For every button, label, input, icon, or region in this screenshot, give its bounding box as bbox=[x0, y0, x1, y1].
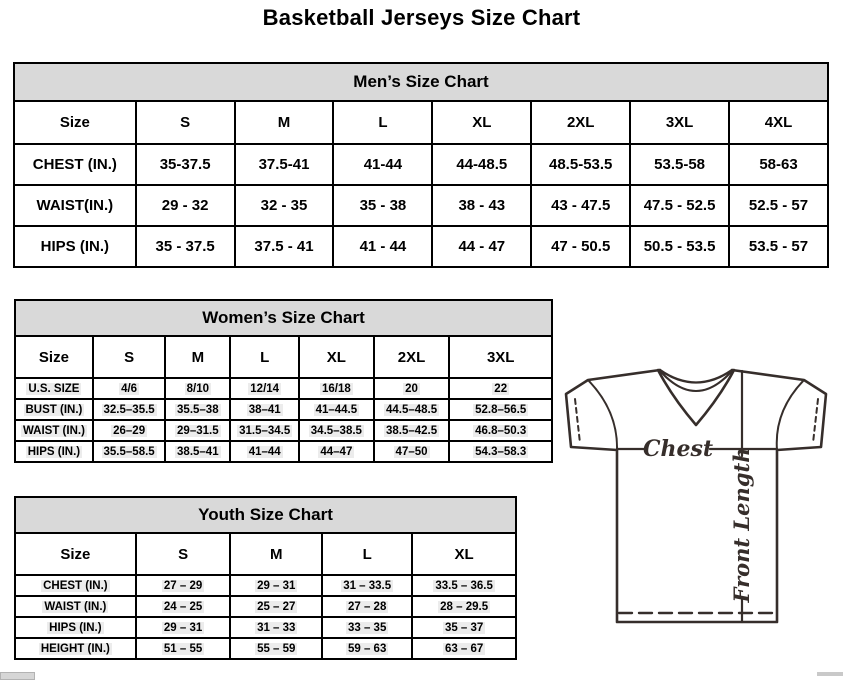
youth-value-cell-text: 25 – 27 bbox=[257, 600, 296, 613]
womens-value-cell-text: 22 bbox=[494, 382, 508, 395]
youth-row-label-text: HIPS (IN.) bbox=[49, 621, 102, 634]
youth-value-cell bbox=[322, 617, 412, 638]
youth-value-cell-text: 63 – 67 bbox=[444, 642, 484, 655]
womens-value-cell-text: 34.5–38.5 bbox=[310, 424, 362, 437]
mens-value-cell: 35 - 37.5 bbox=[136, 226, 235, 267]
mens-row-label: HIPS (IN.) bbox=[14, 226, 136, 267]
womens-column-header-S: S bbox=[93, 336, 165, 378]
womens-row-label-text: HIPS (IN.) bbox=[27, 445, 81, 458]
womens-size-label: Size bbox=[15, 336, 93, 378]
womens-value-cell bbox=[299, 399, 374, 420]
womens-value-cell-text: 35.5–38 bbox=[177, 403, 219, 416]
womens-table-row bbox=[15, 378, 552, 399]
mens-value-cell: 35 - 38 bbox=[333, 185, 432, 226]
womens-value-cell bbox=[449, 378, 552, 399]
womens-value-cell bbox=[299, 378, 374, 399]
youth-table-row bbox=[15, 638, 516, 659]
womens-value-cell bbox=[93, 441, 165, 462]
womens-value-cell bbox=[230, 420, 299, 441]
womens-value-cell bbox=[230, 378, 299, 399]
mens-value-cell: 52.5 - 57 bbox=[729, 185, 828, 226]
mens-value-cell: 53.5-58 bbox=[630, 144, 729, 185]
youth-value-cell-text: 51 – 55 bbox=[163, 642, 203, 655]
mens-value-cell: 47.5 - 52.5 bbox=[630, 185, 729, 226]
youth-row-label bbox=[15, 596, 136, 617]
mens-value-cell: 41-44 bbox=[333, 144, 432, 185]
youth-value-cell-text: 27 – 29 bbox=[163, 579, 203, 592]
mens-column-header-2XL: 2XL bbox=[531, 101, 630, 144]
mens-row-label: CHEST (IN.) bbox=[14, 144, 136, 185]
womens-column-header-L: L bbox=[230, 336, 299, 378]
womens-row-label-text: BUST (IN.) bbox=[25, 403, 83, 416]
womens-row-label-text: WAIST (IN.) bbox=[22, 424, 85, 437]
womens-row-label-text: U.S. SIZE bbox=[28, 382, 80, 395]
youth-value-cell bbox=[412, 638, 516, 659]
youth-value-cell bbox=[136, 596, 231, 617]
youth-value-cell-text: 24 – 25 bbox=[163, 600, 203, 613]
womens-value-cell bbox=[165, 420, 230, 441]
youth-value-cell bbox=[322, 596, 412, 617]
womens-table-row bbox=[15, 420, 552, 441]
womens-value-cell-text: 38.5–42.5 bbox=[385, 424, 438, 437]
mens-value-cell: 58-63 bbox=[729, 144, 828, 185]
womens-value-cell bbox=[449, 441, 552, 462]
youth-row-label-text: CHEST (IN.) bbox=[43, 579, 108, 592]
mens-table-row bbox=[14, 185, 828, 226]
youth-value-cell bbox=[230, 638, 322, 659]
youth-table-row bbox=[15, 596, 516, 617]
mens-value-cell: 38 - 43 bbox=[432, 185, 531, 226]
mens-value-cell: 41 - 44 bbox=[333, 226, 432, 267]
womens-value-cell-text: 16/18 bbox=[321, 382, 351, 395]
youth-value-cell-text: 27 – 28 bbox=[347, 600, 387, 613]
mens-value-cell: 47 - 50.5 bbox=[531, 226, 630, 267]
jersey-outline bbox=[566, 370, 826, 622]
womens-value-cell-text: 38.5–41 bbox=[177, 445, 219, 458]
youth-table-row bbox=[15, 617, 516, 638]
mens-column-header-3XL: 3XL bbox=[630, 101, 729, 144]
womens-value-cell bbox=[299, 420, 374, 441]
youth-column-header-S: S bbox=[136, 533, 231, 575]
left-armhole-seam bbox=[588, 380, 617, 450]
youth-value-cell-text: 59 – 63 bbox=[347, 642, 387, 655]
womens-value-cell-text: 29–31.5 bbox=[177, 424, 219, 437]
womens-value-cell-text: 8/10 bbox=[186, 382, 210, 395]
womens-value-cell bbox=[299, 441, 374, 462]
womens-value-cell-text: 12/14 bbox=[250, 382, 280, 395]
womens-value-cell-text: 35.5–58.5 bbox=[103, 445, 155, 458]
horizontal-scrollbar-thumb-right[interactable] bbox=[817, 672, 843, 676]
womens-value-cell bbox=[374, 420, 450, 441]
page-title: Basketball Jerseys Size Chart bbox=[262, 5, 581, 30]
womens-value-cell bbox=[93, 399, 165, 420]
mens-column-header-L: L bbox=[333, 101, 432, 144]
right-armhole-seam bbox=[777, 380, 804, 450]
youth-value-cell bbox=[322, 575, 412, 596]
womens-column-header-XL: XL bbox=[299, 336, 374, 378]
womens-value-cell-text: 46.8–50.3 bbox=[475, 424, 527, 437]
youth-row-label bbox=[15, 575, 136, 596]
womens-column-header-2XL: 2XL bbox=[374, 336, 450, 378]
mens-value-cell: 35-37.5 bbox=[136, 144, 235, 185]
womens-value-cell-text: 41–44 bbox=[248, 445, 281, 458]
youth-value-cell-text: 31 – 33 bbox=[257, 621, 296, 634]
youth-value-cell bbox=[412, 575, 516, 596]
womens-value-cell-text: 47–50 bbox=[395, 445, 428, 458]
womens-value-cell bbox=[93, 378, 165, 399]
womens-size-table bbox=[14, 299, 553, 463]
womens-value-cell bbox=[374, 378, 450, 399]
collar-v-outline bbox=[658, 370, 734, 425]
youth-value-cell bbox=[136, 638, 231, 659]
womens-table-row bbox=[15, 399, 552, 420]
left-cuff-dashed-line bbox=[575, 399, 580, 443]
womens-value-cell-text: 26–29 bbox=[113, 424, 146, 437]
mens-value-cell: 37.5 - 41 bbox=[235, 226, 334, 267]
youth-row-label-text: HEIGHT (IN.) bbox=[40, 642, 110, 655]
mens-value-cell: 43 - 47.5 bbox=[531, 185, 630, 226]
youth-size-label: Size bbox=[15, 533, 136, 575]
womens-value-cell bbox=[165, 441, 230, 462]
womens-value-cell-text: 54.3–58.3 bbox=[475, 445, 527, 458]
chest-label: Chest bbox=[642, 436, 714, 462]
mens-value-cell: 53.5 - 57 bbox=[729, 226, 828, 267]
youth-row-label-text: WAIST (IN.) bbox=[44, 600, 107, 613]
jersey-measurement-diagram bbox=[558, 363, 842, 629]
womens-value-cell bbox=[449, 420, 552, 441]
youth-value-cell bbox=[412, 617, 516, 638]
womens-row-label bbox=[15, 378, 93, 399]
womens-value-cell bbox=[165, 378, 230, 399]
womens-value-cell-text: 31.5–34.5 bbox=[239, 424, 291, 437]
youth-value-cell-text: 55 – 59 bbox=[257, 642, 296, 655]
youth-column-header-M: M bbox=[230, 533, 322, 575]
mens-row-label: WAIST(IN.) bbox=[14, 185, 136, 226]
womens-column-header-M: M bbox=[165, 336, 230, 378]
mens-value-cell: 37.5-41 bbox=[235, 144, 334, 185]
youth-value-cell-text: 35 – 37 bbox=[444, 621, 484, 634]
mens-value-cell: 50.5 - 53.5 bbox=[630, 226, 729, 267]
womens-value-cell-text: 20 bbox=[405, 382, 418, 395]
youth-value-cell-text: 29 – 31 bbox=[257, 579, 296, 592]
womens-value-cell-text: 41–44.5 bbox=[315, 403, 358, 416]
youth-section-header: Youth Size Chart bbox=[15, 497, 516, 533]
womens-value-cell-text: 44–47 bbox=[320, 445, 353, 458]
youth-value-cell-text: 31 – 33.5 bbox=[343, 579, 392, 592]
mens-value-cell: 29 - 32 bbox=[136, 185, 235, 226]
womens-value-cell-text: 4/6 bbox=[121, 382, 138, 395]
front-length-label: Front Length bbox=[729, 447, 754, 603]
mens-value-cell: 32 - 35 bbox=[235, 185, 334, 226]
youth-size-table bbox=[14, 496, 517, 660]
youth-value-cell-text: 29 – 31 bbox=[163, 621, 203, 634]
mens-table-row bbox=[14, 226, 828, 267]
mens-column-header-XL: XL bbox=[432, 101, 531, 144]
womens-value-cell bbox=[165, 399, 230, 420]
youth-value-cell bbox=[322, 638, 412, 659]
mens-column-header-M: M bbox=[235, 101, 334, 144]
womens-value-cell-text: 44.5–48.5 bbox=[385, 403, 438, 416]
womens-value-cell-text: 38–41 bbox=[248, 403, 281, 416]
mens-size-label: Size bbox=[14, 101, 136, 144]
youth-value-cell bbox=[136, 575, 231, 596]
womens-value-cell-text: 32.5–35.5 bbox=[103, 403, 155, 416]
mens-table-row bbox=[14, 144, 828, 185]
youth-value-cell bbox=[412, 596, 516, 617]
youth-value-cell-text: 33 – 35 bbox=[347, 621, 387, 634]
youth-row-label bbox=[15, 617, 136, 638]
youth-value-cell bbox=[230, 575, 322, 596]
mens-value-cell: 44-48.5 bbox=[432, 144, 531, 185]
mens-value-cell: 44 - 47 bbox=[432, 226, 531, 267]
womens-column-header-3XL: 3XL bbox=[449, 336, 552, 378]
womens-value-cell-text: 52.8–56.5 bbox=[475, 403, 527, 416]
youth-table-row bbox=[15, 575, 516, 596]
mens-column-header-4XL: 4XL bbox=[729, 101, 828, 144]
youth-value-cell bbox=[136, 617, 231, 638]
womens-table-row bbox=[15, 441, 552, 462]
mens-size-table bbox=[13, 62, 829, 268]
womens-value-cell bbox=[374, 399, 450, 420]
womens-value-cell bbox=[449, 399, 552, 420]
youth-value-cell bbox=[230, 596, 322, 617]
youth-value-cell-text: 33.5 – 36.5 bbox=[435, 579, 493, 592]
womens-value-cell bbox=[374, 441, 450, 462]
womens-row-label bbox=[15, 399, 93, 420]
womens-row-label bbox=[15, 420, 93, 441]
mens-column-header-S: S bbox=[136, 101, 235, 144]
mens-section-header: Men’s Size Chart bbox=[14, 63, 828, 101]
womens-value-cell bbox=[93, 420, 165, 441]
womens-value-cell bbox=[230, 399, 299, 420]
youth-column-header-L: L bbox=[322, 533, 412, 575]
youth-column-header-XL: XL bbox=[412, 533, 516, 575]
womens-row-label bbox=[15, 441, 93, 462]
womens-section-header: Women’s Size Chart bbox=[15, 300, 552, 336]
mens-value-cell: 48.5-53.5 bbox=[531, 144, 630, 185]
youth-row-label bbox=[15, 638, 136, 659]
womens-value-cell bbox=[230, 441, 299, 462]
youth-value-cell bbox=[230, 617, 322, 638]
right-cuff-dashed-line bbox=[813, 399, 818, 443]
youth-value-cell-text: 28 – 29.5 bbox=[440, 600, 489, 613]
